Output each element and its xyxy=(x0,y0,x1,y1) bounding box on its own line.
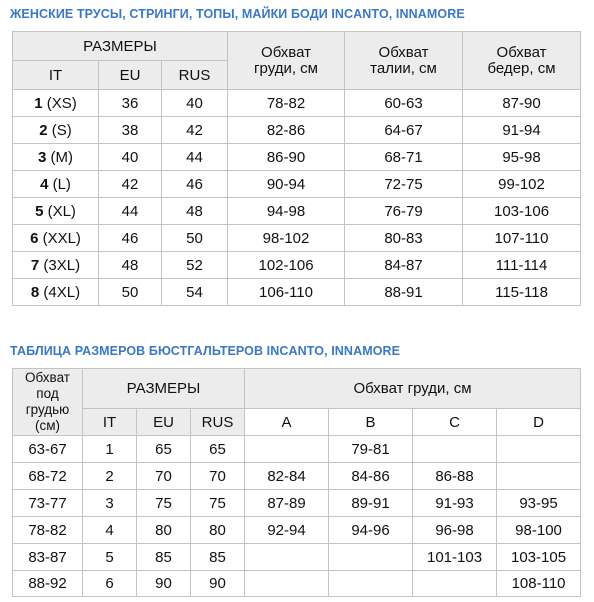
it-size-cell: 2 (S) xyxy=(13,117,99,144)
rus-cell: 42 xyxy=(162,117,228,144)
cup-a-cell: 92-94 xyxy=(245,517,329,544)
eu-cell: 85 xyxy=(137,544,191,571)
cup-b-cell: 89-91 xyxy=(329,490,413,517)
table-row xyxy=(13,517,581,544)
cup-d-cell: 108-110 xyxy=(497,571,581,597)
underbust-cell: 73-77 xyxy=(13,490,83,517)
bust-cell: 78-82 xyxy=(228,90,345,117)
bust-header: Обхват груди, см xyxy=(245,369,581,409)
hips-cell: 87-90 xyxy=(463,90,581,117)
waist-cell: 72-75 xyxy=(345,171,463,198)
hips-cell: 103-106 xyxy=(463,198,581,225)
eu-cell: 70 xyxy=(137,463,191,490)
eu-cell: 42 xyxy=(99,171,162,198)
hips-cell: 107-110 xyxy=(463,225,581,252)
cup-b-cell: 94-96 xyxy=(329,517,413,544)
hips-cell: 99-102 xyxy=(463,171,581,198)
eu-cell: 46 xyxy=(99,225,162,252)
cup-c-cell xyxy=(413,571,497,597)
rus-cell: 54 xyxy=(162,279,228,306)
hips-cell: 115-118 xyxy=(463,279,581,306)
table-row xyxy=(13,463,581,490)
underbust-header: Обхват под грудью (см) xyxy=(13,369,83,436)
bust-cell: 82-86 xyxy=(228,117,345,144)
it-header: IT xyxy=(13,61,99,90)
cup-a-header: A xyxy=(245,409,329,436)
bust-header: Обхват груди, см xyxy=(228,32,345,90)
cup-b-cell: 79-81 xyxy=(329,436,413,463)
rus-cell: 70 xyxy=(191,463,245,490)
it-size-cell: 6 (XXL) xyxy=(13,225,99,252)
rus-cell: 40 xyxy=(162,90,228,117)
it-size-cell: 7 (3XL) xyxy=(13,252,99,279)
table-row xyxy=(13,144,581,171)
table-row xyxy=(13,252,581,279)
cup-a-cell xyxy=(245,544,329,571)
eu-cell: 38 xyxy=(99,117,162,144)
rus-cell: 44 xyxy=(162,144,228,171)
cup-c-header: C xyxy=(413,409,497,436)
cup-c-cell: 96-98 xyxy=(413,517,497,544)
waist-cell: 84-87 xyxy=(345,252,463,279)
cup-d-cell: 103-105 xyxy=(497,544,581,571)
eu-cell: 48 xyxy=(99,252,162,279)
underbust-cell: 83-87 xyxy=(13,544,83,571)
hips-cell: 111-114 xyxy=(463,252,581,279)
bust-cell: 102-106 xyxy=(228,252,345,279)
cup-a-cell: 82-84 xyxy=(245,463,329,490)
it-size-cell: 3 (M) xyxy=(13,144,99,171)
hips-header: Обхват бедер, см xyxy=(463,32,581,90)
rus-cell: 52 xyxy=(162,252,228,279)
bust-cell: 94-98 xyxy=(228,198,345,225)
eu-cell: 50 xyxy=(99,279,162,306)
table2-title: ТАБЛИЦА РАЗМЕРОВ БЮСТГАЛЬТЕРОВ INCANTO, INNAMORE xyxy=(10,344,401,358)
it-size-cell: 8 (4XL) xyxy=(13,279,99,306)
table-row xyxy=(13,490,581,517)
eu-cell: 90 xyxy=(137,571,191,597)
hips-cell: 91-94 xyxy=(463,117,581,144)
waist-cell: 60-63 xyxy=(345,90,463,117)
rus-header: RUS xyxy=(162,61,228,90)
table-row xyxy=(13,571,581,597)
waist-cell: 88-91 xyxy=(345,279,463,306)
it-size-cell: 4 (L) xyxy=(13,171,99,198)
cup-b-cell xyxy=(329,544,413,571)
cup-b-header: B xyxy=(329,409,413,436)
bust-cell: 106-110 xyxy=(228,279,345,306)
table-row xyxy=(13,279,581,306)
rus-cell: 46 xyxy=(162,171,228,198)
rus-cell: 85 xyxy=(191,544,245,571)
bust-cell: 86-90 xyxy=(228,144,345,171)
rus-cell: 75 xyxy=(191,490,245,517)
sizes-header: РАЗМЕРЫ xyxy=(13,32,228,61)
rus-cell: 65 xyxy=(191,436,245,463)
cup-d-cell: 98-100 xyxy=(497,517,581,544)
underbust-cell: 68-72 xyxy=(13,463,83,490)
it-cell: 2 xyxy=(83,463,137,490)
rus-cell: 90 xyxy=(191,571,245,597)
waist-header: Обхват талии, см xyxy=(345,32,463,90)
cup-c-cell: 101-103 xyxy=(413,544,497,571)
cup-c-cell: 91-93 xyxy=(413,490,497,517)
table-row xyxy=(13,436,581,463)
table-row xyxy=(13,171,581,198)
table-row xyxy=(13,198,581,225)
eu-header: EU xyxy=(99,61,162,90)
cup-c-cell xyxy=(413,436,497,463)
eu-cell: 65 xyxy=(137,436,191,463)
underbust-cell: 88-92 xyxy=(13,571,83,597)
underbust-cell: 63-67 xyxy=(13,436,83,463)
hips-cell: 95-98 xyxy=(463,144,581,171)
panties-size-table xyxy=(12,31,581,306)
it-cell: 1 xyxy=(83,436,137,463)
it-cell: 5 xyxy=(83,544,137,571)
table-row xyxy=(13,544,581,571)
bra-size-table xyxy=(12,368,581,597)
cup-d-header: D xyxy=(497,409,581,436)
cup-d-cell xyxy=(497,463,581,490)
eu-cell: 80 xyxy=(137,517,191,544)
bust-cell: 98-102 xyxy=(228,225,345,252)
eu-cell: 75 xyxy=(137,490,191,517)
it-size-cell: 5 (XL) xyxy=(13,198,99,225)
cup-b-cell: 84-86 xyxy=(329,463,413,490)
table1-title: ЖЕНСКИЕ ТРУСЫ, СТРИНГИ, ТОПЫ, МАЙКИ БОДИ INCANTO, INNAMORE xyxy=(10,7,465,21)
waist-cell: 68-71 xyxy=(345,144,463,171)
it-cell: 3 xyxy=(83,490,137,517)
rus-header: RUS xyxy=(191,409,245,436)
it-header: IT xyxy=(83,409,137,436)
eu-header: EU xyxy=(137,409,191,436)
cup-a-cell: 87-89 xyxy=(245,490,329,517)
eu-cell: 36 xyxy=(99,90,162,117)
waist-cell: 64-67 xyxy=(345,117,463,144)
rus-cell: 80 xyxy=(191,517,245,544)
it-cell: 6 xyxy=(83,571,137,597)
eu-cell: 40 xyxy=(99,144,162,171)
it-size-cell: 1 (XS) xyxy=(13,90,99,117)
underbust-cell: 78-82 xyxy=(13,517,83,544)
waist-cell: 80-83 xyxy=(345,225,463,252)
cup-d-cell xyxy=(497,436,581,463)
bust-cell: 90-94 xyxy=(228,171,345,198)
cup-b-cell xyxy=(329,571,413,597)
cup-a-cell xyxy=(245,436,329,463)
table-row xyxy=(13,90,581,117)
cup-a-cell xyxy=(245,571,329,597)
table-row xyxy=(13,117,581,144)
rus-cell: 50 xyxy=(162,225,228,252)
eu-cell: 44 xyxy=(99,198,162,225)
sizes-header: РАЗМЕРЫ xyxy=(83,369,245,409)
waist-cell: 76-79 xyxy=(345,198,463,225)
cup-d-cell: 93-95 xyxy=(497,490,581,517)
rus-cell: 48 xyxy=(162,198,228,225)
cup-c-cell: 86-88 xyxy=(413,463,497,490)
table-row xyxy=(13,225,581,252)
it-cell: 4 xyxy=(83,517,137,544)
